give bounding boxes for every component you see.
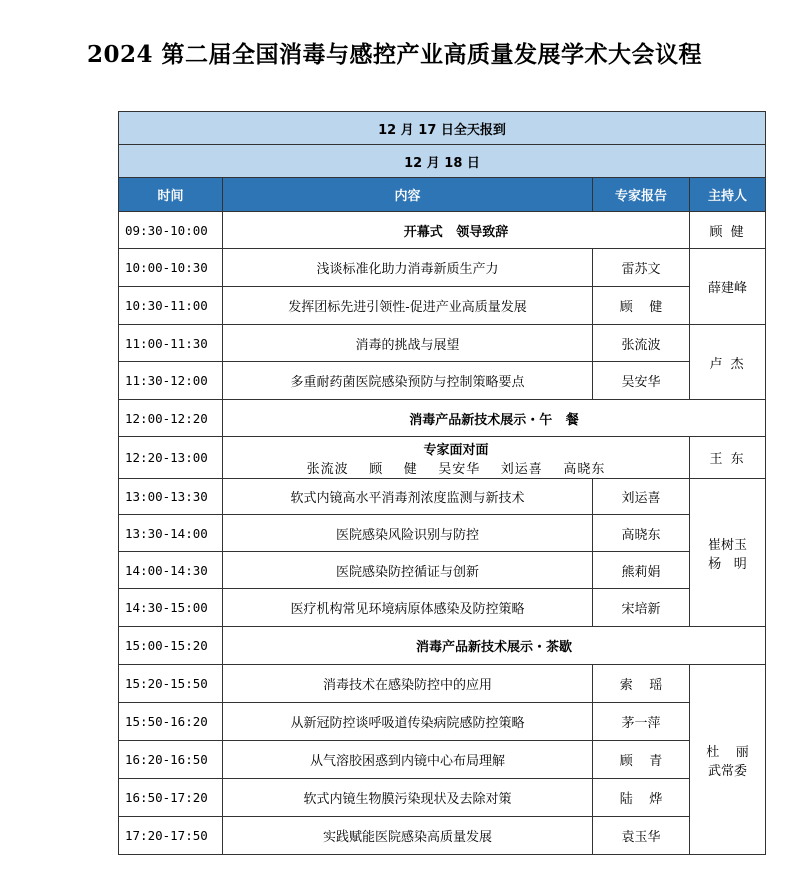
row-time: 10:00-10:30 — [119, 249, 223, 287]
table-row — [119, 325, 766, 362]
row-speaker: 雷苏文 — [593, 249, 690, 287]
row-speaker: 顾 青 — [593, 741, 690, 779]
row-content: 消毒产品新技术展示・茶歇 — [223, 627, 766, 665]
table-row — [119, 552, 766, 589]
row-content — [223, 437, 690, 479]
row-time: 16:50-17:20 — [119, 779, 223, 817]
table-row — [119, 249, 766, 287]
header-time: 时间 — [119, 178, 223, 212]
agenda-table — [118, 111, 766, 855]
row-time: 15:50-16:20 — [119, 703, 223, 741]
row-time: 13:30-14:00 — [119, 515, 223, 552]
row-content: 消毒的挑战与展望 — [223, 325, 593, 362]
row-speaker: 索 瑶 — [593, 665, 690, 703]
row-time: 09:30-10:00 — [119, 212, 223, 249]
row-speaker: 刘运喜 — [593, 479, 690, 515]
row-content: 开幕式 领导致辞 — [223, 212, 690, 249]
row-time: 14:30-15:00 — [119, 589, 223, 627]
row-speaker: 吴安华 — [593, 362, 690, 400]
table-row — [119, 212, 766, 249]
day-label: 12 月 17 日全天报到 — [119, 112, 766, 145]
row-time: 10:30-11:00 — [119, 287, 223, 325]
host-name: 杨 明 — [708, 556, 747, 572]
row-content: 浅谈标准化助力消毒新质生产力 — [223, 249, 593, 287]
row-time: 15:20-15:50 — [119, 665, 223, 703]
day-row-main — [119, 145, 766, 178]
row-content: 软式内镜生物膜污染现状及去除对策 — [223, 779, 593, 817]
header-speaker: 专家报告 — [593, 178, 690, 212]
table-row — [119, 817, 766, 855]
row-time: 17:20-17:50 — [119, 817, 223, 855]
row-host — [690, 479, 766, 627]
header-content: 内容 — [223, 178, 593, 212]
table-row — [119, 437, 766, 479]
row-time: 11:30-12:00 — [119, 362, 223, 400]
table-row — [119, 515, 766, 552]
row-speaker: 陆 烨 — [593, 779, 690, 817]
row-content: 医疗机构常见环境病原体感染及防控策略 — [223, 589, 593, 627]
row-speaker: 熊莉娟 — [593, 552, 690, 589]
row-speaker: 高晓东 — [593, 515, 690, 552]
row-time: 12:20-13:00 — [119, 437, 223, 479]
header-host: 主持人 — [690, 178, 766, 212]
row-host: 薛建峰 — [690, 249, 766, 325]
row-speaker: 袁玉华 — [593, 817, 690, 855]
row-host: 王 东 — [690, 437, 766, 479]
host-name: 杜 丽 — [706, 744, 749, 760]
host-name: 崔树玉 — [708, 537, 748, 553]
row-time: 12:00-12:20 — [119, 400, 223, 437]
table-row — [119, 627, 766, 665]
row-speaker: 张流波 — [593, 325, 690, 362]
row-content: 消毒产品新技术展示・午 餐 — [223, 400, 766, 437]
row-content: 消毒技术在感染防控中的应用 — [223, 665, 593, 703]
table-row — [119, 741, 766, 779]
table-row — [119, 287, 766, 325]
day-row-registration — [119, 112, 766, 145]
row-content: 实践赋能医院感染高质量发展 — [223, 817, 593, 855]
table-row — [119, 400, 766, 437]
host-name: 武常委 — [708, 763, 748, 779]
row-time: 11:00-11:30 — [119, 325, 223, 362]
table-row — [119, 779, 766, 817]
table-row — [119, 589, 766, 627]
row-speaker: 茅一萍 — [593, 703, 690, 741]
row-content-panelists: 张流波 顾 健 吴安华 刘运喜 高晓东 — [306, 461, 606, 477]
row-speaker: 宋培新 — [593, 589, 690, 627]
row-time: 13:00-13:30 — [119, 479, 223, 515]
row-content: 从气溶胶困惑到内镜中心布局理解 — [223, 741, 593, 779]
table-row — [119, 703, 766, 741]
page-title: 2024 第二届全国消毒与感控产业高质量发展学术大会议程 — [86, 41, 703, 68]
row-content: 医院感染风险识别与防控 — [223, 515, 593, 552]
row-time: 15:00-15:20 — [119, 627, 223, 665]
row-time: 16:20-16:50 — [119, 741, 223, 779]
row-content: 软式内镜高水平消毒剂浓度监测与新技术 — [223, 479, 593, 515]
row-content: 发挥团标先进引领性-促进产业高质量发展 — [223, 287, 593, 325]
table-row — [119, 362, 766, 400]
row-content: 多重耐药菌医院感染预防与控制策略要点 — [223, 362, 593, 400]
row-host: 卢 杰 — [690, 325, 766, 400]
table-row — [119, 665, 766, 703]
row-host — [690, 665, 766, 855]
row-speaker: 顾 健 — [593, 287, 690, 325]
row-content-title: 专家面对面 — [423, 442, 489, 458]
row-content: 从新冠防控谈呼吸道传染病院感防控策略 — [223, 703, 593, 741]
table-row — [119, 479, 766, 515]
day-label: 12 月 18 日 — [119, 145, 766, 178]
table-header — [119, 178, 766, 212]
row-time: 14:00-14:30 — [119, 552, 223, 589]
row-content: 医院感染防控循证与创新 — [223, 552, 593, 589]
row-host: 顾 健 — [690, 212, 766, 249]
